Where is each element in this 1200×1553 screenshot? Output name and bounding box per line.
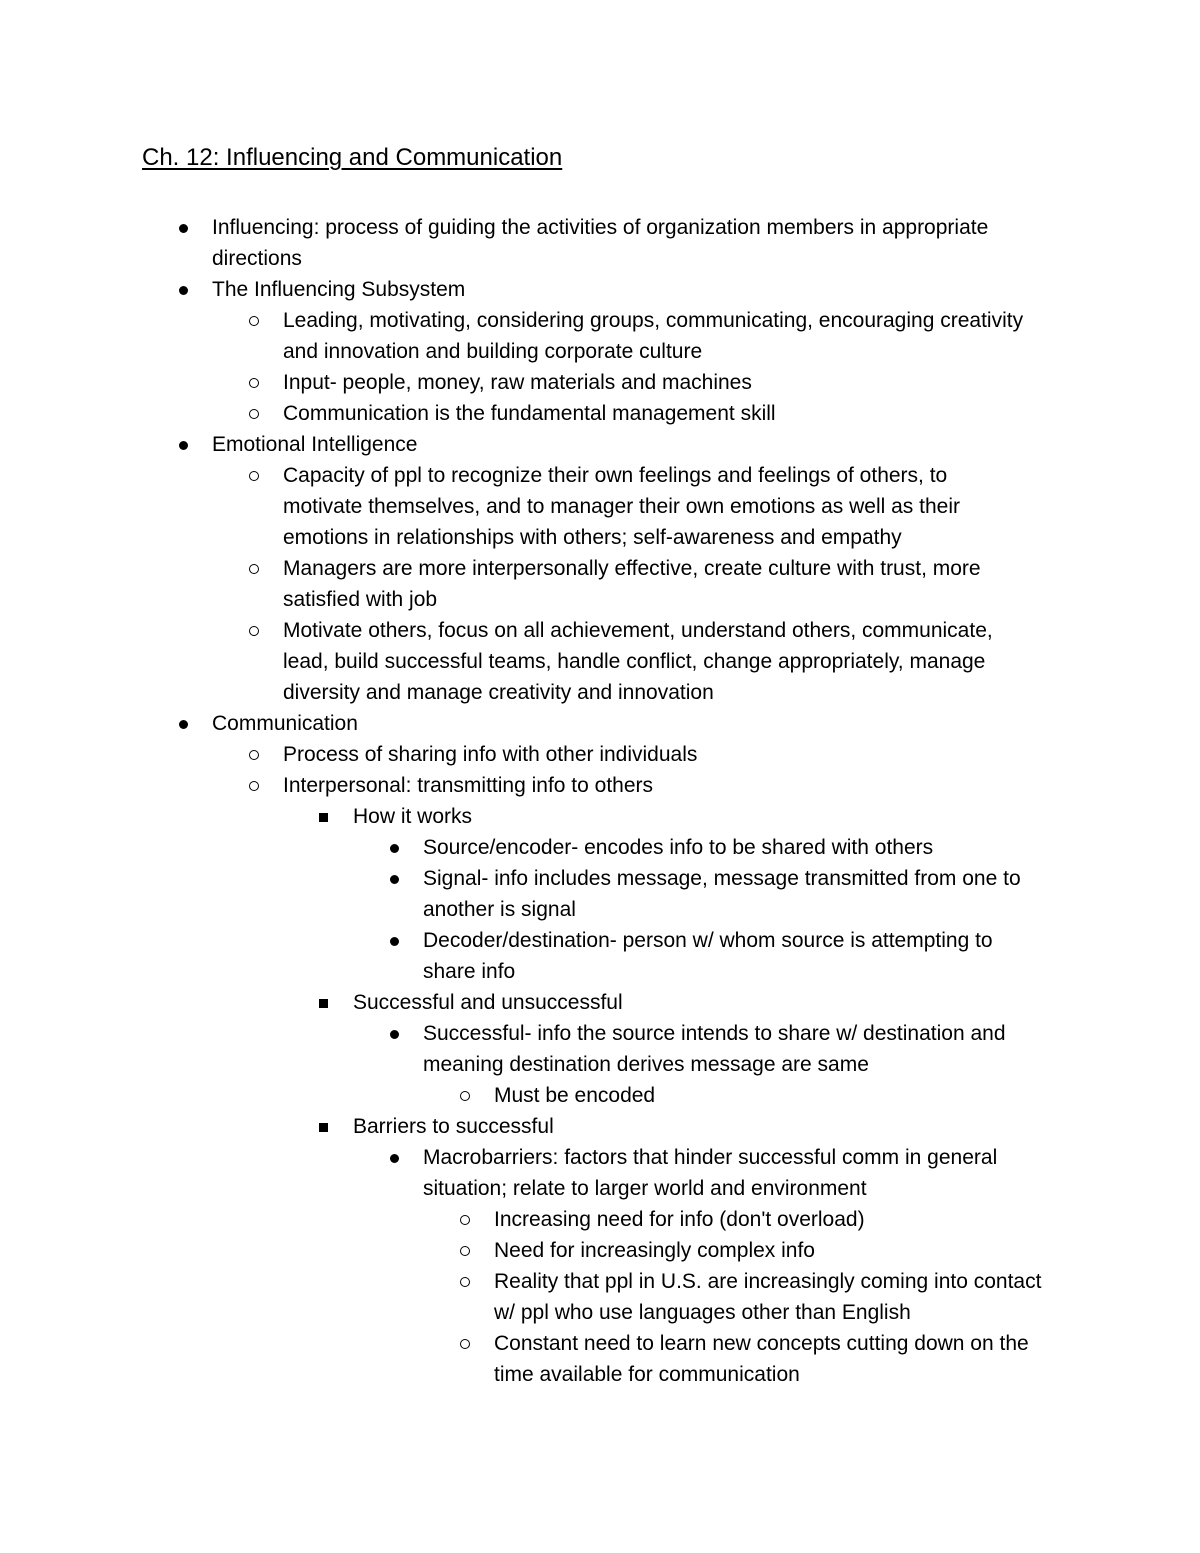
bullet-disc-icon: [178, 212, 190, 243]
bullet-circle-icon: [459, 1080, 471, 1111]
list-item: [0, 1111, 1060, 1142]
list-item: [0, 615, 1025, 708]
list-item: [0, 274, 1005, 305]
list-item: [0, 305, 1025, 367]
bullet-circle-icon: [248, 553, 260, 584]
list-item: [0, 367, 1025, 398]
bullet-disc-icon: [389, 1018, 401, 1049]
list-item: [0, 1266, 1066, 1328]
bullet-disc-icon: [178, 429, 190, 460]
bullet-circle-icon: [459, 1204, 471, 1235]
list-item: [0, 832, 1050, 863]
list-item-text: Leading, motivating, considering groups, communicating, encouraging creativity and innovation and building corporate culture: [283, 309, 1024, 363]
bullet-disc-icon: [389, 863, 401, 894]
list-item: [0, 1142, 1050, 1204]
list-item: [0, 553, 1025, 615]
bullet-circle-icon: [248, 460, 260, 491]
bullet-circle-icon: [459, 1266, 471, 1297]
list-item-text: Communication: [212, 712, 358, 735]
list-item-text: Increasing need for info (don't overload): [494, 1208, 865, 1231]
list-item-text: Process of sharing info with other individuals: [283, 743, 698, 766]
list-item-text: Communication is the fundamental management skill: [283, 402, 776, 425]
list-item: [0, 739, 1025, 770]
bullet-circle-icon: [248, 739, 260, 770]
list-item: [0, 1235, 1066, 1266]
list-item: [0, 801, 1060, 832]
list-item-text: Motivate others, focus on all achievement, understand others, communicate, lead, build successful teams, handle conflict, change appropriately, manage diversity and manage creativity and innovation: [283, 619, 993, 704]
list-item-text: Decoder/destination- person w/ whom source is attempting to share info: [423, 929, 993, 983]
list-item-text: Interpersonal: transmitting info to others: [283, 774, 654, 797]
bullet-circle-icon: [248, 398, 260, 429]
bullet-circle-icon: [248, 770, 260, 801]
bullet-disc-icon: [389, 1142, 401, 1173]
bullet-circle-icon: [459, 1328, 471, 1359]
list-item: [0, 863, 1050, 925]
bullet-circle-icon: [248, 615, 260, 646]
list-item: [0, 212, 1005, 274]
notes-list: [0, 212, 1200, 1390]
list-item: [0, 398, 1025, 429]
list-item-text: How it works: [353, 805, 473, 828]
list-item: [0, 1080, 1066, 1111]
bullet-circle-icon: [459, 1235, 471, 1266]
list-item-text: Influencing: process of guiding the activities of organization members in appropriate directions: [212, 216, 989, 270]
list-item: [0, 708, 1005, 739]
list-item-text: Emotional Intelligence: [212, 433, 418, 456]
list-item: [0, 1328, 1066, 1390]
list-item-text: Reality that ppl in U.S. are increasingly coming into contact w/ ppl who use languages other than English: [494, 1270, 1042, 1324]
list-item-text: Successful and unsuccessful: [353, 991, 623, 1014]
list-item-text: Need for increasingly complex info: [494, 1239, 815, 1262]
list-item: [0, 1204, 1066, 1235]
bullet-disc-icon: [178, 274, 190, 305]
list-item: [0, 770, 1025, 801]
list-item-text: Successful- info the source intends to share w/ destination and meaning destination derives message are same: [423, 1022, 1006, 1076]
list-item-text: Input- people, money, raw materials and machines: [283, 371, 752, 394]
list-item: [0, 429, 1005, 460]
bullet-square-icon: [318, 801, 330, 832]
list-item-text: Source/encoder- encodes info to be shared with others: [423, 836, 934, 859]
list-item-text: Constant need to learn new concepts cutting down on the time available for communication: [494, 1332, 1029, 1386]
bullet-circle-icon: [248, 305, 260, 336]
list-item: [0, 460, 1025, 553]
bullet-circle-icon: [248, 367, 260, 398]
list-item: [0, 925, 1050, 987]
page-title: Ch. 12: Influencing and Communication: [142, 144, 563, 171]
list-item-text: Barriers to successful: [353, 1115, 554, 1138]
list-item-text: Capacity of ppl to recognize their own feelings and feelings of others, to motivate themselves, and to manager their own emotions as well as their emotions in relationships with others; self-awareness and empathy: [283, 464, 960, 549]
bullet-square-icon: [318, 1111, 330, 1142]
list-item-text: The Influencing Subsystem: [212, 278, 466, 301]
list-item-text: Must be encoded: [494, 1084, 656, 1107]
list-item: [0, 987, 1060, 1018]
list-item: [0, 1018, 1050, 1080]
bullet-disc-icon: [389, 925, 401, 956]
list-item-text: Signal- info includes message, message transmitted from one to another is signal: [423, 867, 1021, 921]
bullet-square-icon: [318, 987, 330, 1018]
list-item-text: Macrobarriers: factors that hinder successful comm in general situation; relate to larger world and environment: [423, 1146, 998, 1200]
bullet-disc-icon: [178, 708, 190, 739]
bullet-disc-icon: [389, 832, 401, 863]
list-item-text: Managers are more interpersonally effective, create culture with trust, more satisfied with job: [283, 557, 981, 611]
